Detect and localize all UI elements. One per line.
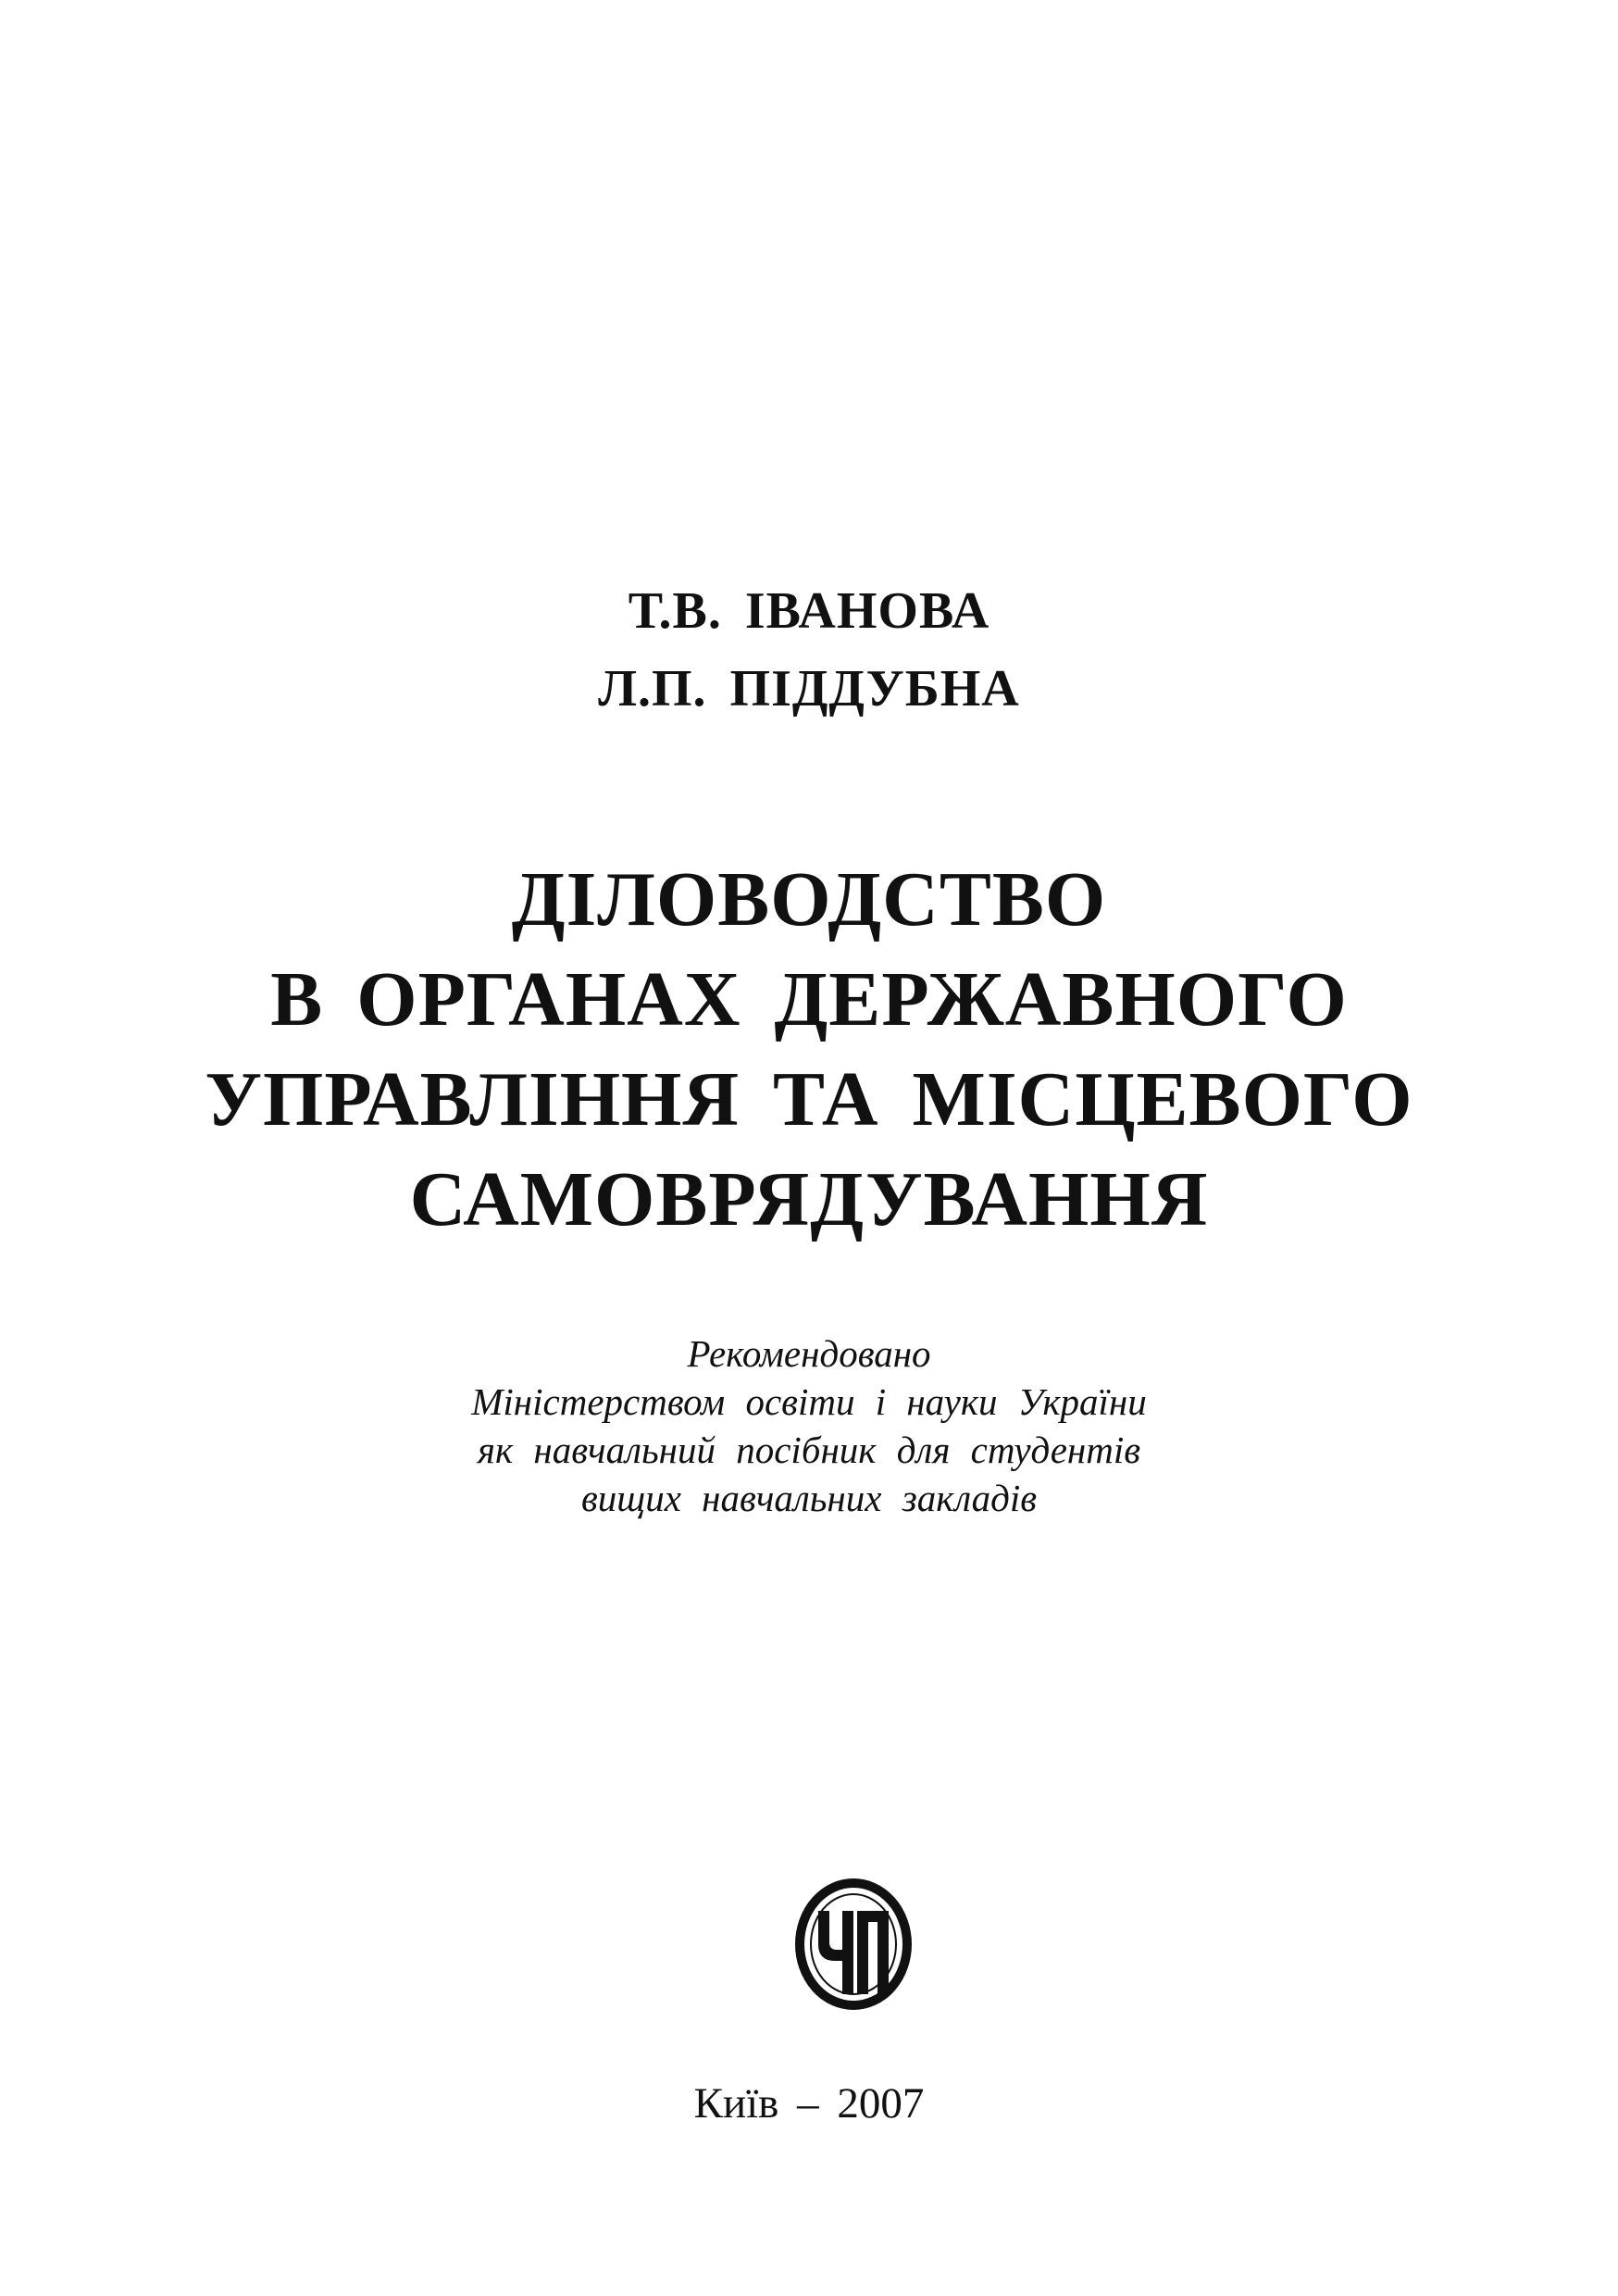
imprint-city-year: Київ – 2007	[693, 2079, 925, 2128]
author-ivanova: Т.В. ІВАНОВА	[628, 582, 990, 640]
recommendation-line-2: Міністерством освіти і науки України	[471, 1380, 1147, 1423]
author-piddubna: Л.П. ПІДДУБНА	[598, 660, 1020, 718]
publisher-cp-logo-icon	[792, 1876, 915, 2013]
title-line-2: В ОРГАНАХ ДЕРЖАВНОГО	[270, 956, 1348, 1042]
authors-block	[0, 572, 1618, 728]
recommendation-line-4: вищих навчальних закладів	[580, 1477, 1038, 1519]
book-title	[0, 850, 1618, 1250]
recommendation-line-1: Рекомендовано	[687, 1332, 931, 1375]
recommendation-note	[0, 1329, 1618, 1522]
recommendation-line-3: як навчальний посібник для студентів	[477, 1429, 1141, 1471]
title-line-4: САМОВРЯДУВАННЯ	[409, 1156, 1209, 1242]
title-line-1: ДІЛОВОДСТВО	[511, 856, 1107, 942]
title-line-3: УПРАВЛІННЯ ТА МІСЦЕВОГО	[205, 1056, 1413, 1142]
